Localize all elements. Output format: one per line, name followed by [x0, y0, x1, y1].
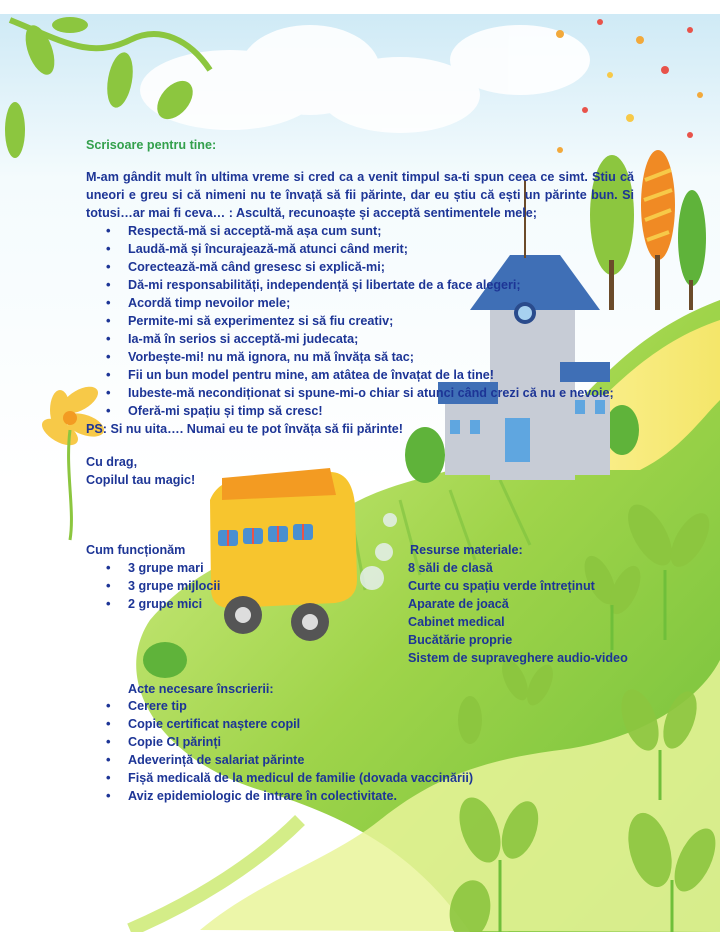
list-item: • Permite-mi să experimentez si să fiu creativ; [86, 312, 646, 330]
functioning-list [86, 559, 220, 613]
list-item: • Copie certificat naștere copil [86, 715, 473, 733]
letter-title: Scrisoare pentru tine: [86, 138, 217, 152]
list-item: Curte cu spațiu verde întreținut [408, 579, 595, 593]
enrollment-heading: Acte necesare înscrierii: [128, 682, 274, 696]
list-item: • Iubeste-mă necondiționat si spune-mi-o chiar si atunci când crezi că nu e nevoie; [86, 384, 646, 402]
needs-list [86, 222, 646, 420]
list-item: • Fii un bun model pentru mine, am atâtea de învațat de la tine! [86, 366, 646, 384]
functioning-heading: Cum funcționăm [86, 543, 186, 557]
list-item: • Aviz epidemiologic de intrare în colectivitate. [86, 787, 473, 805]
list-item: • Acordă timp nevoilor mele; [86, 294, 646, 312]
list-item: • Respectă-mă si acceptă-mă așa cum sunt; [86, 222, 646, 240]
list-item: • Laudă-mă și încurajează-mă atunci când merit; [86, 240, 646, 258]
list-item: • Dă-mi responsabilități, independență și libertate de a face alegeri; [86, 276, 646, 294]
list-item: • 3 grupe mari [86, 559, 220, 577]
list-item: 8 săli de clasă [408, 561, 493, 575]
letter-signoff [86, 453, 195, 489]
list-item: • 2 grupe mici [86, 595, 220, 613]
list-item: • Vorbește-mi! nu mă ignora, nu mă învăța să tac; [86, 348, 646, 366]
list-item: Sistem de supraveghere audio-video [408, 651, 628, 665]
list-item: • Cerere tip [86, 697, 473, 715]
list-item: • Corectează-mă când gresesc si explică-mi; [86, 258, 646, 276]
list-item: Aparate de joacă [408, 597, 509, 611]
postscript: PS: Si nu uita…. Numai eu te pot învăța să fii părinte! [86, 422, 403, 436]
list-item: • Ia-mă în serios si acceptă-mi judecata; [86, 330, 646, 348]
enrollment-list [86, 697, 473, 805]
list-item: • Copie CI părinți [86, 733, 473, 751]
resources-list [408, 559, 628, 667]
resources-heading: Resurse materiale: [410, 543, 523, 557]
list-item: • 3 grupe mijlocii [86, 577, 220, 595]
list-item: Cabinet medical [408, 615, 505, 629]
list-item: • Oferă-mi spațiu și timp să cresc! [86, 402, 646, 420]
signature: Copilul tau magic! [86, 473, 196, 487]
letter-intro-paragraph: M-am gândit mult în ultima vreme si cred ca a venit timpul sa-ti spun ceea ce simt. Stiu că uneori e greu si că nimeni nu te învață să fii părinte, dar eu știu că ești un părinte bun. Si totusi…ar mai fi ceva… : Ascultă, recunoaște și acceptă sentimentele mele; [86, 170, 634, 220]
list-item: • Fișă medicală de la medicul de familie (dovada vaccinării) [86, 769, 473, 787]
list-item: Bucătărie proprie [408, 633, 513, 647]
closing: Cu drag, [86, 455, 138, 469]
list-item: • Adeverință de salariat părinte [86, 751, 473, 769]
